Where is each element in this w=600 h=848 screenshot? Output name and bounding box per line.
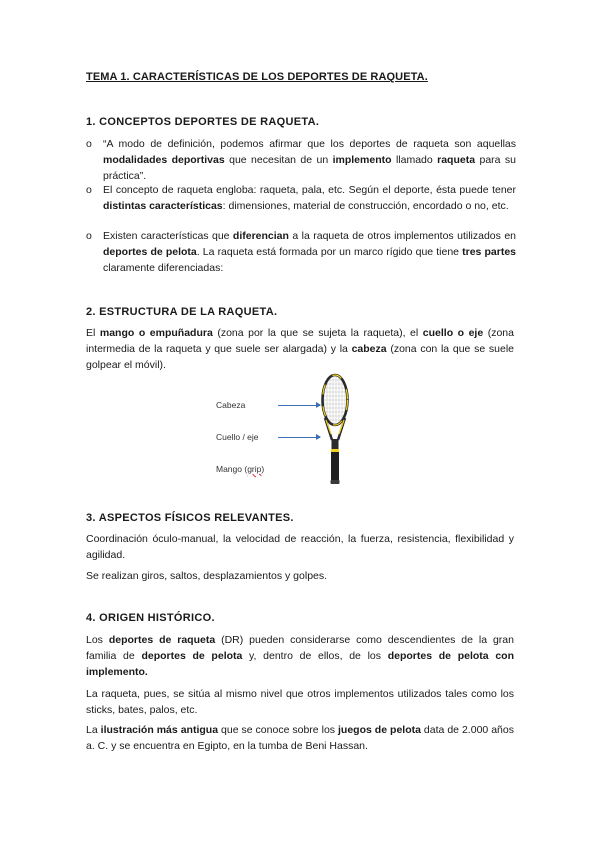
bullet-text: “A modo de definición, podemos afirmar que los deportes de raqueta son aquellas modalidades deportivas que necesitan de un implemento llamado raqueta para su práctica”. — [103, 138, 516, 182]
bullet-text: Existen características que diferencian a la raqueta de otros implementos utilizados en deportes de pelota. La raqueta está formada por un marco rígido que tiene tres partes claramente diferenciadas: — [103, 230, 516, 274]
section-4-paragraph-3: La ilustración más antigua que se conoce sobre los juegos de pelota data de 2.000 años a. C. y se encuentra en Egipto, en la tumba de Beni Hassan. — [86, 724, 514, 752]
bullet-item-2 — [86, 182, 516, 214]
bullet-item-1 — [86, 136, 516, 184]
label-cabeza: Cabeza — [216, 400, 246, 410]
racket-figure — [210, 370, 360, 488]
section-2-heading: 2. ESTRUCTURA DE LA RAQUETA. — [86, 306, 278, 318]
bullet-text: El concepto de raqueta engloba: raqueta, pala, etc. Según el deporte, ésta puede tener distintas características: dimensiones, material de construcción, encordado o no, etc. — [103, 184, 516, 212]
bullet-marker: o — [86, 138, 92, 150]
document-title: TEMA 1. CARACTERÍSTICAS DE LOS DEPORTES DE RAQUETA. — [86, 71, 428, 83]
section-4-paragraph-2: La raqueta, pues, se sitúa al mismo nivel que otros implementos utilizados tales como los sticks, bates, palos, etc. — [86, 688, 514, 716]
section-3-heading: 3. ASPECTOS FÍSICOS RELEVANTES. — [86, 512, 294, 524]
section-4-paragraph-1: Los deportes de raqueta (DR) pueden considerarse como descendientes de la gran familia de deportes de pelota y, dentro de ellos, de los deportes de pelota con implemento. — [86, 634, 515, 678]
bullet-marker: o — [86, 230, 92, 242]
bullet-marker: o — [86, 184, 92, 196]
label-cuello: Cuello / eje — [216, 432, 259, 442]
tennis-racket-icon — [310, 370, 360, 488]
section-1-heading: 1. CONCEPTOS DEPORTES DE RAQUETA. — [86, 116, 320, 128]
section-4-heading: 4. ORIGEN HISTÓRICO. — [86, 612, 215, 624]
section-3-paragraph-1: Coordinación óculo-manual, la velocidad de reacción, la fuerza, resistencia, flexibilidad y agilidad. — [86, 533, 514, 561]
bullet-item-3 — [86, 228, 516, 276]
label-mango: Mango (grip) — [216, 464, 265, 474]
section-2-paragraph: El mango o empuñadura (zona por la que se sujeta la raqueta), el cuello o eje (zona intermedia de la raqueta y que suele ser alargada) y la cabeza (zona con la que se suele golpear el móvil). — [86, 327, 514, 371]
section-3-paragraph-2: Se realizan giros, saltos, desplazamientos y golpes. — [86, 570, 328, 582]
